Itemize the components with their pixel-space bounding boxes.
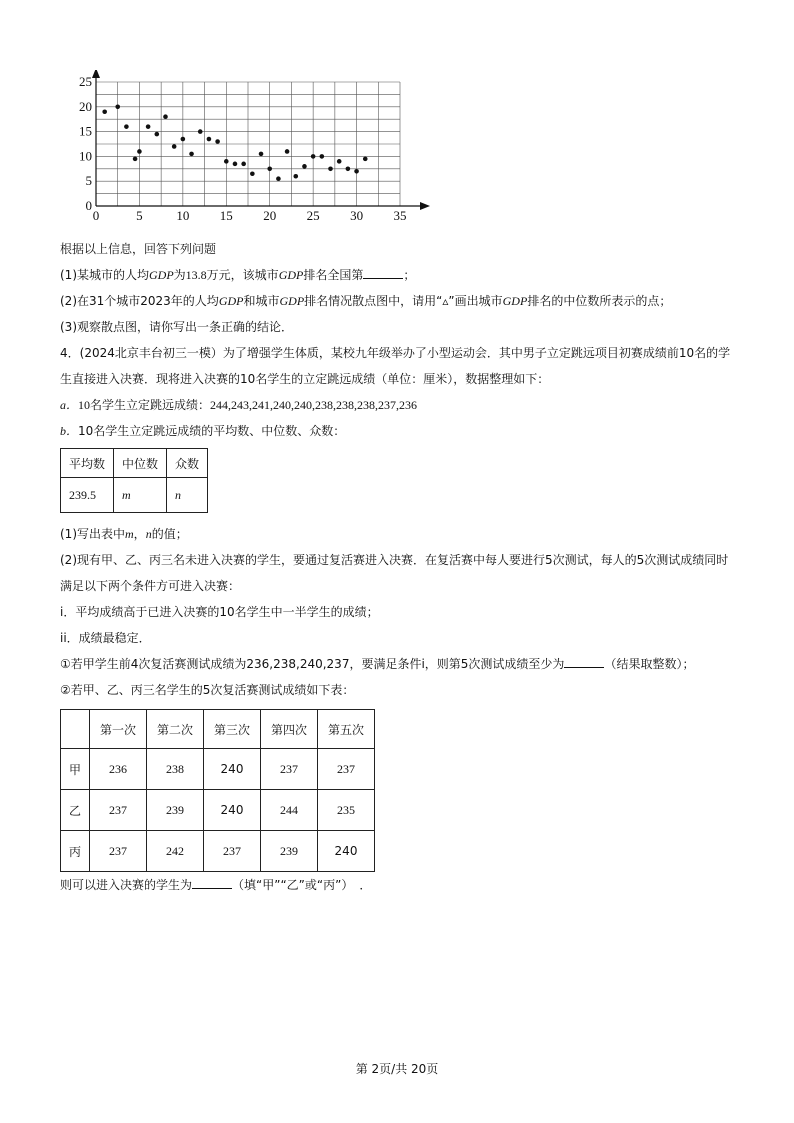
data-point	[302, 164, 307, 169]
stats-table	[60, 448, 208, 513]
y-axis-arrow	[92, 70, 100, 78]
score-cell: 240	[204, 790, 261, 831]
row-header: 乙	[61, 790, 90, 831]
y-tick-label: 5	[85, 173, 92, 189]
stats-median: m	[114, 478, 167, 513]
score-cell: 237	[204, 831, 261, 872]
question-2: (2)在31个城市2023年的人均GDP和城市GDP排名情况散点图中，请用“▵”画出城市GDP排名的中位数所表示的点；	[60, 294, 672, 308]
score-cell: 236	[90, 749, 147, 790]
final-question: 则可以进入决赛的学生为 （填“甲”“乙”或“丙”） ．	[60, 878, 372, 892]
problem-4-stem: 4．(2024北京丰台初三一模）为了增强学生体质，某校九年级举办了小型运动会．其中男子立定跳远项目初赛成绩前10名的学生直接进入决赛．现将进入决赛的10名学生的立定跳远成绩（单位：厘米），数据整理如下：	[60, 346, 731, 386]
score-cell: 240	[318, 831, 375, 872]
col-header: 第五次	[318, 710, 375, 749]
data-point	[102, 109, 107, 114]
score-cell: 238	[147, 749, 204, 790]
col-header: 第一次	[90, 710, 147, 749]
data-point	[285, 149, 290, 154]
x-tick-label: 25	[306, 208, 320, 220]
condition-ii: ii．成绩最稳定．	[60, 631, 151, 645]
y-tick-label: 25	[79, 74, 92, 89]
stats-mode: n	[167, 478, 208, 513]
stats-mean: 239.5	[61, 478, 114, 513]
score-cell: 235	[318, 790, 375, 831]
y-tick-label: 0	[85, 198, 92, 213]
corner-cell	[61, 710, 90, 749]
row-header: 丙	[61, 831, 90, 872]
answer-blank[interactable]	[192, 876, 232, 889]
score-cell: 242	[147, 831, 204, 872]
data-point	[320, 154, 325, 159]
data-point	[337, 159, 342, 164]
question-4-2: (2)现有甲、乙、丙三名未进入决赛的学生，要通过复活赛进入决赛．在复活赛中每人要进行5次测试，每人的5次测试成绩同时满足以下两个条件方可进入决赛：	[60, 553, 729, 593]
x-tick-label: 30	[350, 208, 364, 220]
x-tick-label: 5	[136, 208, 143, 220]
score-cell: 244	[261, 790, 318, 831]
y-tick-label: 15	[79, 123, 92, 139]
col-header: 第二次	[147, 710, 204, 749]
data-point	[115, 105, 120, 110]
sub-question-2: ②若甲、乙、丙三名学生的5次复活赛测试成绩如下表：	[60, 683, 355, 697]
item-b: b．10名学生立定跳远成绩的平均数、中位数、众数：	[60, 424, 346, 438]
data-point	[276, 176, 281, 181]
data-point	[233, 162, 238, 167]
x-tick-label: 35	[393, 208, 407, 220]
data-point	[250, 171, 255, 176]
data-point	[267, 167, 272, 172]
data-point	[181, 137, 186, 142]
x-axis-arrow	[420, 202, 430, 210]
data-point	[155, 132, 160, 137]
scatter-chart	[60, 70, 440, 220]
stats-header: 平均数	[61, 449, 114, 478]
data-point	[133, 157, 138, 162]
score-cell: 237	[318, 749, 375, 790]
scores-table	[60, 709, 375, 872]
row-header: 甲	[61, 749, 90, 790]
score-cell: 237	[261, 749, 318, 790]
data-point	[346, 167, 351, 172]
y-tick-label: 20	[79, 98, 92, 114]
col-header: 第三次	[204, 710, 261, 749]
data-point	[293, 174, 298, 179]
data-point	[198, 129, 203, 134]
score-cell: 237	[90, 790, 147, 831]
answer-blank[interactable]	[363, 266, 403, 279]
page-footer: 第 2页/共 20页	[355, 1062, 439, 1076]
score-cell: 237	[90, 831, 147, 872]
data-point	[224, 159, 229, 164]
table-row	[61, 790, 375, 831]
score-cell: 239	[261, 831, 318, 872]
stats-header: 众数	[167, 449, 208, 478]
sub-question-1: ①若甲学生前4次复活赛测试成绩为236,238,240,237，要满足条件i，则第5次测试成绩至少为 （结果取整数）；	[60, 657, 695, 671]
data-point	[163, 114, 168, 119]
data-point	[241, 162, 246, 167]
table-row	[61, 749, 375, 790]
stats-header: 中位数	[114, 449, 167, 478]
data-point	[137, 149, 142, 154]
x-tick-label: 0	[92, 208, 100, 220]
data-point	[189, 152, 194, 157]
x-tick-label: 10	[176, 208, 190, 220]
score-cell: 240	[204, 749, 261, 790]
question-1: (1)某城市的人均GDP为13.8万元，该城市GDP排名全国第 ；	[60, 268, 416, 282]
data-point	[124, 124, 129, 129]
document-body	[60, 236, 740, 898]
data-point	[259, 152, 264, 157]
item-a: a．10名学生立定跳远成绩：244,243,241,240,240,238,238,238,237,236	[60, 398, 418, 412]
data-point	[311, 154, 316, 159]
table-row	[61, 831, 375, 872]
data-point	[207, 137, 212, 142]
data-point	[328, 167, 333, 172]
question-4-1: (1)写出表中m，n的值；	[60, 527, 188, 541]
score-cell: 239	[147, 790, 204, 831]
data-point	[172, 144, 177, 149]
intro-line: 根据以上信息，回答下列问题	[60, 242, 217, 256]
data-point	[354, 169, 359, 174]
answer-blank[interactable]	[564, 655, 604, 668]
x-tick-label: 20	[263, 208, 277, 220]
data-point	[146, 124, 151, 129]
y-tick-label: 10	[79, 148, 92, 164]
data-point	[215, 139, 220, 144]
condition-i: i．平均成绩高于已进入决赛的10名学生中一半学生的成绩；	[60, 605, 379, 619]
data-point	[363, 157, 368, 162]
x-tick-label: 15	[219, 208, 233, 220]
question-3: (3)观察散点图，请你写出一条正确的结论．	[60, 320, 293, 334]
col-header: 第四次	[261, 710, 318, 749]
